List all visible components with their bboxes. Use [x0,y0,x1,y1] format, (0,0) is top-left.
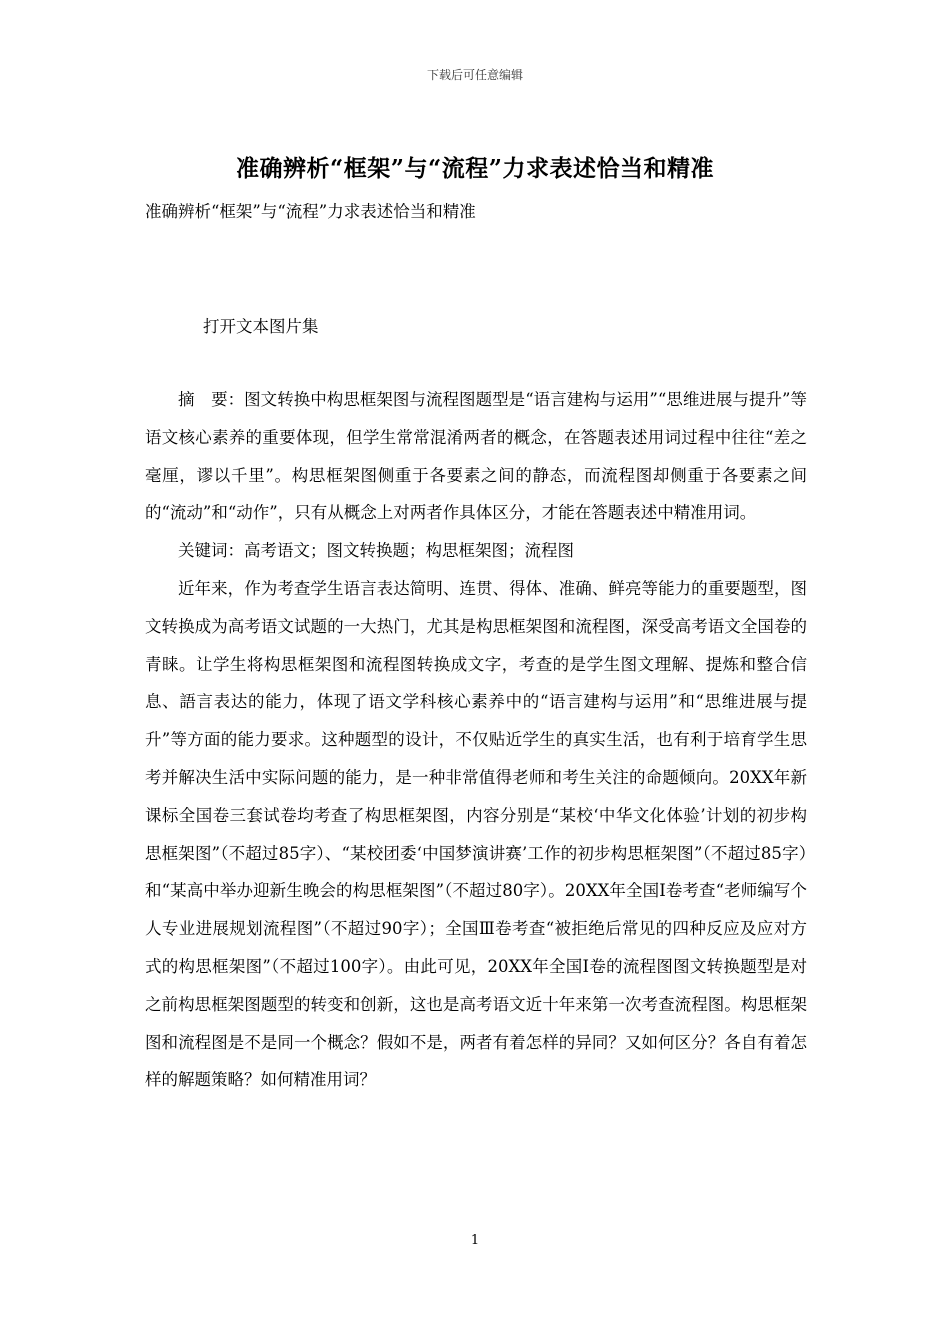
article-body [145,381,807,1099]
abstract-paragraph: 摘 要：图文转换中构思框架图与流程图题型是“语言建构与运用”“思维进展与提升”等语文核心素养的重要体现，但学生常常混淆两者的概念，在答题表述用词过程中往往“差之毫厘，谬以千里”。构思框架图侧重于各要素之间的静态，而流程图却侧重于各要素之间的“流动”和“动作”，只有从概念上对两者作具体区分，才能在答题表述中精准用词。 [145,390,807,523]
keywords-paragraph: 关键词：高考语文；图文转换题；构思框架图；流程图 [178,541,574,561]
document-subtitle: 准确辨析“框架”与“流程”力求表述恰当和精准 [145,202,476,221]
open-image-gallery-link[interactable]: 打开文本图片集 [203,317,319,336]
page-header-note: 下载后可任意编辑 [426,68,523,82]
body-paragraph: 近年来，作为考查学生语言表达简明、连贯、得体、准确、鲜亮等能力的重要题型，图文转换成为高考语文试题的一大热门，尤其是构思框架图和流程图，深受高考语文全国卷的青睐。让学生将构思框架图和流程图转换成文字，考查的是学生图文理解、提炼和整合信息、語言表达的能力，体现了语文学科核心素养中的“语言建构与运用”和“思维进展与提升”等方面的能力要求。这种题型的设计，不仅贴近学生的真实生活，也有利于培育学生思考并解决生活中实际问题的能力，是一种非常值得老师和考生关注的命题倾向。20XX年新课标全国卷三套试卷均考查了构思框架图，内容分别是“某校‘中华文化体验’计划的初步构思框架图”（不超过85字）、“某校团委‘中国梦演讲赛’工作的初步构思框架图”（不超过85字）和“某高中举办迎新生晚会的构思框架图”（不超过80字）。20XX年全国Ⅰ卷考查“老师编写个人专业进展规划流程图”（不超过90字）；全国Ⅲ卷考查“被拒绝后常见的四种反应及应对方式的构思框架图”（不超过100字）。由此可见，20XX年全国Ⅰ卷的流程图图文转换题型是对之前构思框架图题型的转变和创新，这也是高考语文近十年来第一次考查流程图。构思框架图和流程图是不是同一个概念？假如不是，两者有着怎样的异同？又如何区分？各自有着怎样的解题策略？如何精准用词？ [145,578,807,1090]
document-title: 准确辨析“框架”与“流程”力求表述恰当和精准 [236,155,714,182]
page-number: 1 [470,1233,480,1248]
